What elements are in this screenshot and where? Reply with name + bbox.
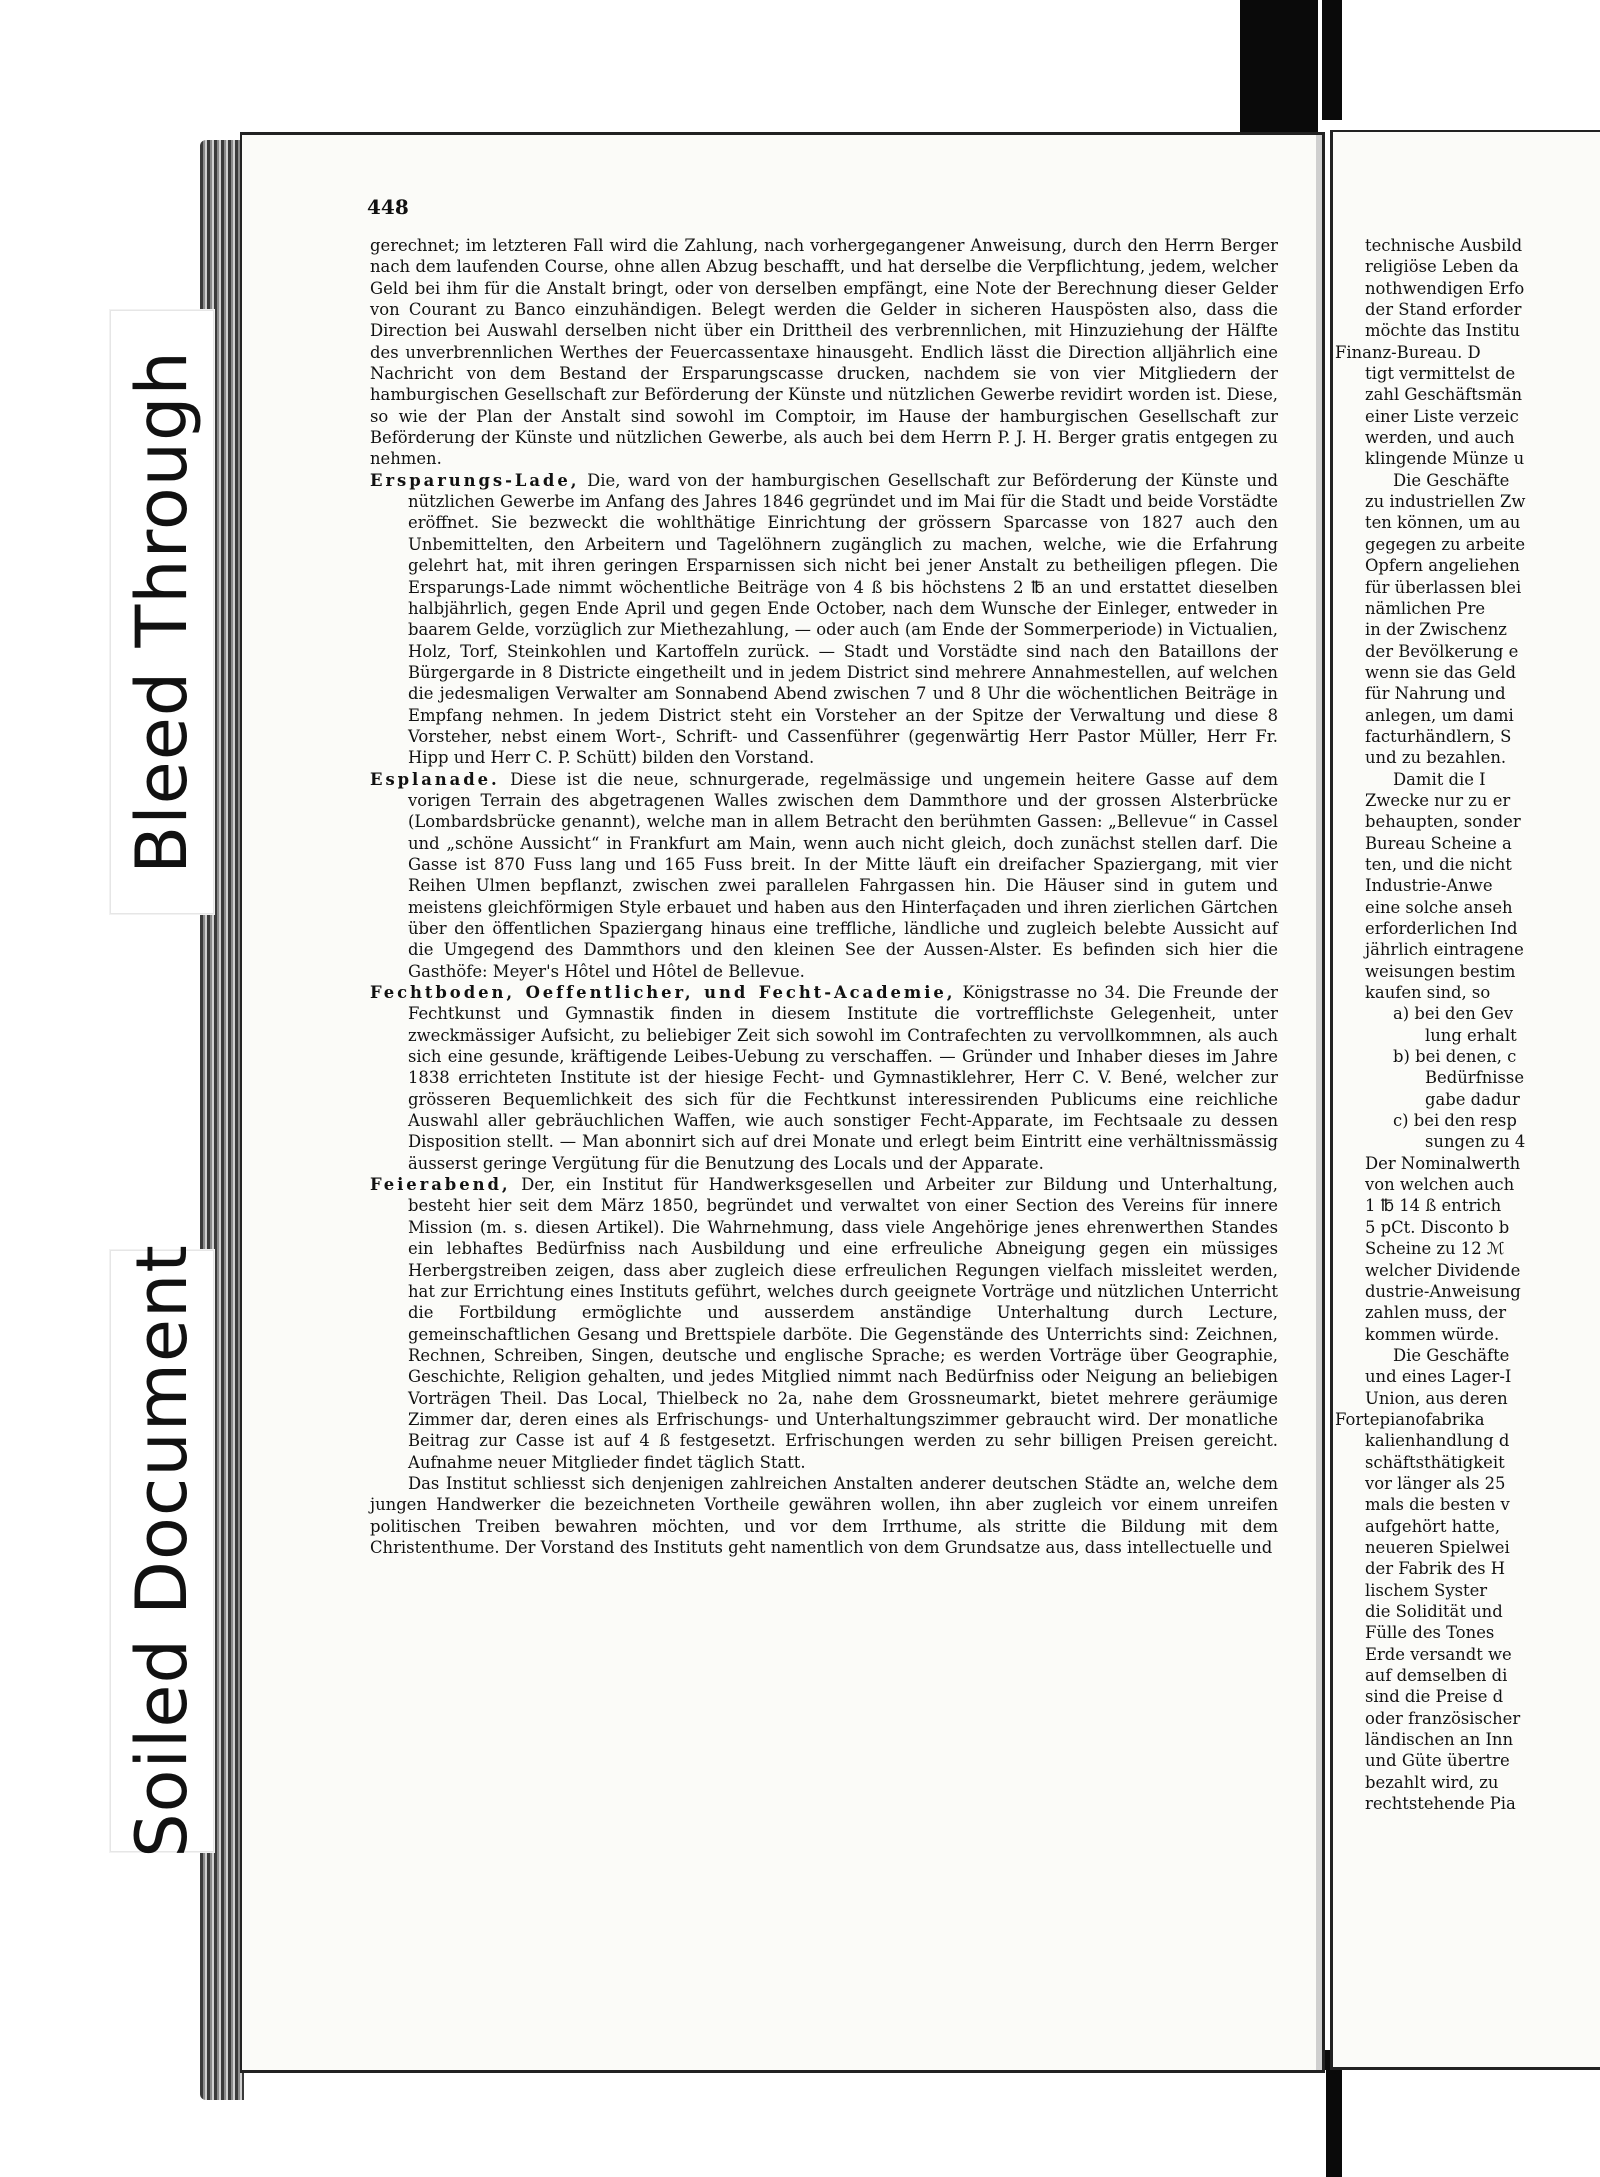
right-page-line: eine solche anseh [1365, 897, 1513, 917]
right-page-line: anlegen, um dami [1365, 705, 1514, 725]
right-page-line: erforderlichen Ind [1365, 919, 1518, 938]
soiled-document-label-text: Soiled Document [121, 1244, 203, 1858]
right-page-line: technische Ausbild [1365, 236, 1523, 255]
right-page-line: Bedürfnisse [1425, 1068, 1525, 1088]
entry-text: Die, ward von der hamburgischen Gesellschaft zur Beförderung der Künste und nützlichen Gewerbe im Anfang des Jahres 1846 gegründet und im Mai für die Stadt und beide Vorstädte eröffnet. Sie bezweckt die wohlthätige Einrichtung der grössern Sparcasse von 1827 auch den Unbemittelten, den Arbeitern und Tagelöhnern zugänglich zu machen, welche, wie die Erfahrung gelehrt hat, mit ihren geringen Ersparnissen sich nicht bei jener Anstalt zu betheiligen pflegen. Die Ersparungs-Lade nimmt wöchentliche Beiträge von 4 ß bis höchstens 2 ℔ an und erstattet dieselben halbjährlich, gegen Ende April und gegen Ende October, nach dem Wunsche der Einleger, entweder in baarem Gelde, vorzüglich zur Miethezahlung, — oder auch (am Ende der Sommerperiode) in Victualien, Holz, Torf, Steinkohlen und Kartoffeln zurück. — Stadt und Vorstädte sind nach den Bataillons der Bürgergarde in 8 Districte eingetheilt und in jedem District sind mehrere Annahmestellen, auf welchen die jedesmaligen Verwalter am Sonnabend Abend zwischen 7 und 8 Uhr die wöchentlichen Beiträge in Empfang nehmen. In jedem District steht ein Vorsteher an der Spitze der Verwaltung und diese 8 Vorsteher, nebst einem Wort-, Schrift- und Cassenführer (gegenwärtig Herr Pastor Müller, Herr Fr. Hipp und Herr C. P. Schütt) bilden den Vorstand. [408, 470, 1278, 768]
entry-term: Feierabend, [370, 1175, 511, 1195]
right-page-line: klingende Münze u [1365, 449, 1525, 469]
right-page-line: Die Geschäfte [1393, 1345, 1510, 1365]
right-page-line: rechtstehende Pia [1365, 1794, 1516, 1814]
right-page-line: kalienhandlung d [1365, 1431, 1510, 1451]
right-page-line: b) bei denen, c [1393, 1047, 1517, 1067]
right-page-line: welcher Dividende [1365, 1260, 1521, 1280]
paragraph [370, 769, 1278, 982]
right-page-text-column [1335, 235, 1600, 1814]
right-page-line: zu industriellen Zw [1365, 492, 1526, 512]
page-number: 448 [367, 195, 409, 219]
entry-term: Esplanade. [370, 769, 500, 789]
right-page-line: der Stand erforder [1365, 300, 1522, 320]
right-page-line: sungen zu 4 [1425, 1132, 1526, 1152]
entry-text: gerechnet; im letzteren Fall wird die Zahlung, nach vorhergegangener Anweisung, durch den Herrn Berger nach dem laufenden Course, ohne allen Abzug beschafft, und hat derselbe die Verpflichtung, jedem, welcher Geld bei ihm für die Anstalt bringt, oder von derselben empfängt, eine Note der Berechnung dieser Gelder von Courant zu Banco einzuhändigen. Belegt werden die Gelder in sicheren Hauspösten also, dass die Direction bei Auswahl derselben nicht über ein Drittheil des verbrennlichen, mit Hinzuziehung der Hälfte des unverbrennlichen Werthes der Feuercassentaxe hinausgeht. Endlich lässt die Direction alljährlich eine Nachricht von dem Bestand der Ersparungscasse drucken, nachdem sie von vier Mitgliedern der hamburgischen Gesellschaft zur Beförderung der Künste und nützlichen Gewerbe revidirt worden ist. Diese, so wie der Plan der Anstalt sind sowohl im Comptoir, im Hause der hamburgischen Gesellschaft zur Beförderung der Künste und nützlichen Gewerbe, als auch bei dem Herrn P. J. H. Berger gratis entgegen zu nehmen. [370, 236, 1278, 469]
right-page-line: ten, und die nicht [1365, 854, 1512, 874]
right-page-line: einer Liste verzeic [1365, 406, 1519, 426]
right-page-line: Fortepianofabrika [1335, 1409, 1485, 1429]
right-page-line: Bureau Scheine a [1365, 833, 1512, 853]
right-page-line: die Solidität und [1365, 1602, 1503, 1621]
right-page-line: kaufen sind, so [1365, 983, 1491, 1003]
right-page-line: facturhändlern, S [1365, 726, 1512, 746]
right-page-line: c) bei den resp [1393, 1111, 1517, 1131]
entry-text: Königstrasse no 34. Die Freunde der Fechtkunst und Gymnastik finden in diesem Institute die vortrefflichste Gelegenheit, unter zweckmässiger Aufsicht, zu beliebiger Zeit sich sowohl im Contrafechten zu vervollkommnen, als auch sich eine gesunde, kräftigende Leibes-Uebung zu verschaffen. — Gründer und Inhaber dieses im Jahre 1838 errichteten Institute ist der hiesige Fecht- und Gymnastiklehrer, Herr C. V. Bené, welcher zur grösseren Bequemlichkeit des sich für die Fechtkunst interessirenden Publicums eine reichliche Auswahl aller gebräuchlichen Waffen, wie auch sonstiger Fecht-Apparate, im Fechtsaale zu dessen Disposition stellt. — Man abonnirt sich auf drei Monate und erlegt beim Eintritt eine verhältnissmässig äusserst geringe Vergütung für die Benutzung des Locals und der Apparate. [408, 983, 1279, 1173]
soiled-document-label [110, 1244, 214, 1858]
paragraph [370, 235, 1278, 470]
entry-text: Das Institut schliesst sich denjenigen zahlreichen Anstalten anderer deutschen Städte an, welche dem jungen Handwerker die bezeichneten Vortheile gewähren wollen, ihn aber zugleich vor einem unreifen politischen Treiben bewahren möchten, und vor dem Irrthume, als stritte die Bildung mit dem Christenthume. Der Vorstand des Instituts geht namentlich von dem Grundsatze aus, dass intellectuelle und [370, 1473, 1278, 1557]
paragraph [370, 470, 1278, 769]
right-page-line: Die Geschäfte [1393, 470, 1510, 490]
right-page-line: auf demselben di [1365, 1666, 1508, 1686]
right-page-line: zahl Geschäftsmän [1365, 385, 1523, 405]
right-page-line: Finanz-Bureau. D [1335, 342, 1481, 362]
right-page-line: für Nahrung und [1365, 684, 1506, 704]
main-text-column [370, 235, 1278, 1558]
right-page-line: tigt vermittelst de [1365, 364, 1516, 384]
right-page-line: behaupten, sonder [1365, 812, 1521, 832]
right-page-line: von welchen auch [1365, 1175, 1515, 1195]
right-page-line: nämlichen Pre [1365, 598, 1486, 618]
right-page-line: zahlen muss, der [1365, 1303, 1507, 1323]
right-page-line: sind die Preise d [1365, 1687, 1504, 1707]
right-page-line: Damit die I [1393, 769, 1486, 789]
right-page-line: wenn sie das Geld [1365, 662, 1517, 682]
bleed-through-label [110, 310, 214, 914]
entry-text: Diese ist die neue, schnurgerade, regelmässige und ungemein heitere Gasse auf dem vorigen Terrain des abgetragenen Walles zwischen dem Dammthore und der grossen Alsterbrücke (Lombardsbrücke genannt), welche man in allem Betracht den berühmten Gassen: „Bellevue“ in Cassel und „schöne Aussicht“ in Frankfurt am Main, wenn auch nicht gleich, doch zunächst stellen darf. Die Gasse ist 870 Fuss lang und 165 Fuss breit. In der Mitte läuft ein dreifacher Spaziergang, mit vier Reihen Ulmen bepflanzt, zwischen zwei parallelen Fahrgassen hin. Die Häuser sind in gutem und meistens gleichförmigen Style erbauet und haben aus den Hinterfaçaden und ihren zierlichen Gärtchen über den öffentlichen Spaziergang hinaus eine treffliche, ländliche und zugleich belebte Aussicht auf die Umgegend des Dammthors und den kleinen See der Aussen-Alster. Es befinden sich hier die Gasthöfe: Meyer's Hôtel und Hôtel de Bellevue. [408, 769, 1278, 981]
right-page-line: und Güte übertre [1365, 1751, 1510, 1771]
right-page-line: jährlich eintragene [1365, 940, 1524, 960]
right-page-line: mals die besten v [1365, 1495, 1510, 1515]
right-page-line: werden, und auch [1365, 428, 1515, 448]
right-page-line: oder französischer [1365, 1708, 1521, 1728]
right-page-line: möchte das Institu [1365, 321, 1520, 341]
right-page-line: gabe dadur [1425, 1089, 1520, 1109]
right-page-line: ländischen an Inn [1365, 1730, 1514, 1750]
right-page-line: aufgehört hatte, [1365, 1516, 1501, 1536]
right-page-line: nothwendigen Erfo [1365, 278, 1525, 298]
right-page-line: Zwecke nur zu er [1365, 790, 1511, 810]
right-page-line: dustrie-Anweisung [1365, 1281, 1521, 1301]
right-page-line: Der Nominalwerth [1365, 1153, 1521, 1173]
right-page-line: weisungen bestim [1365, 961, 1516, 981]
right-page-line: Fülle des Tones [1365, 1623, 1495, 1643]
binding-shadow-top [1240, 0, 1318, 140]
right-page-line: für überlassen blei [1365, 577, 1522, 597]
right-page-line: kommen würde. [1365, 1324, 1500, 1344]
entry-term: Ersparungs-Lade, [370, 470, 580, 490]
right-page-line: der Bevölkerung e [1365, 641, 1519, 661]
right-page-line: ten können, um au [1365, 513, 1521, 533]
right-page-line: in der Zwischenz [1365, 620, 1507, 640]
paragraph [370, 1174, 1278, 1473]
entry-term: Fechtboden, Oeffentlicher, und Fecht-Academie, [370, 983, 956, 1003]
right-page-line: der Fabrik des H [1365, 1559, 1506, 1579]
right-page-line: a) bei den Gev [1393, 1004, 1514, 1024]
binding-shadow-top-edge [1322, 0, 1342, 120]
right-page-line: gegegen zu arbeite [1365, 534, 1526, 554]
right-page-line: bezahlt wird, zu [1365, 1772, 1499, 1792]
right-page-line: Scheine zu 12 ℳ [1365, 1239, 1505, 1259]
right-page-line: 1 ℔ 14 ß entrich [1365, 1196, 1502, 1216]
paragraph [370, 1473, 1278, 1558]
right-page-line: neueren Spielwei [1365, 1537, 1510, 1557]
right-page-line: schäftsthätigkeit [1365, 1452, 1505, 1472]
right-page-line: lung erhalt [1425, 1025, 1517, 1045]
right-page-line: Union, aus deren [1365, 1388, 1508, 1408]
right-page-line: Industrie-Anwe [1365, 876, 1493, 896]
entry-text: Der, ein Institut für Handwerksgesellen und Arbeiter zur Bildung und Unterhaltung, besteht hier seit dem März 1850, begründet und verwaltet von einer Section des Vereins für innere Mission (m. s. diesen Artikel). Die Wahrnehmung, dass viele Angehörige jenes ehrenwerthen Standes ein lebhaftes Bedürfniss nach Ausbildung und eine erfreuliche Abneigung gegen ein müssiges Herbergstreiben zeigen, dass aber zugleich diese erfreulichen Regungen vielfach missleitet werden, hat zur Errichtung eines Instituts geführt, welches durch geeignete Vorträge und nützlichen Unterricht die Fortbildung ermöglichte und ausserdem anständige Unterhaltung durch Lecture, gemeinschaftlichen Gesang und Brettspiele darböte. Die Gegenstände des Unterrichts sind: Zeichnen, Rechnen, Schreiben, Singen, deutsche und englische Sprache; es werden Vorträge über Geographie, Geschichte, Religion gehalten, und jedes Mitglied nimmt nach Bedürfniss oder Neigung an beliebigen Vorträgen Theil. Das Local, Thielbeck no 2a, nahe dem Grossneumarkt, bietet mehrere geräumige Zimmer dar, deren eines als Erfrischungs- und Unterhaltungszimmer gebraucht wird. Der monatliche Beitrag zur Casse ist auf 4 ß festgesetzt. Erfrischungen werden zu sehr billigen Preisen gereicht. Aufnahme neuer Mitglieder findet täglich Statt. [408, 1175, 1278, 1472]
right-page-line: und zu bezahlen. [1365, 748, 1507, 768]
right-page-line: lischem Syster [1365, 1580, 1488, 1600]
right-page-line: vor länger als 25 [1365, 1473, 1506, 1493]
binding-shadow-bottom-edge [1326, 2060, 1342, 2177]
right-page-line: Erde versandt we [1365, 1644, 1512, 1664]
right-page-line: religiöse Leben da [1365, 257, 1519, 277]
right-page-line: und eines Lager-I [1365, 1367, 1512, 1387]
right-page-line: 5 pCt. Disconto b [1365, 1217, 1510, 1237]
right-page-line: Opfern angeliehen [1365, 556, 1520, 576]
paragraph [370, 982, 1278, 1174]
bleed-through-label-text: Bleed Through [121, 350, 203, 874]
